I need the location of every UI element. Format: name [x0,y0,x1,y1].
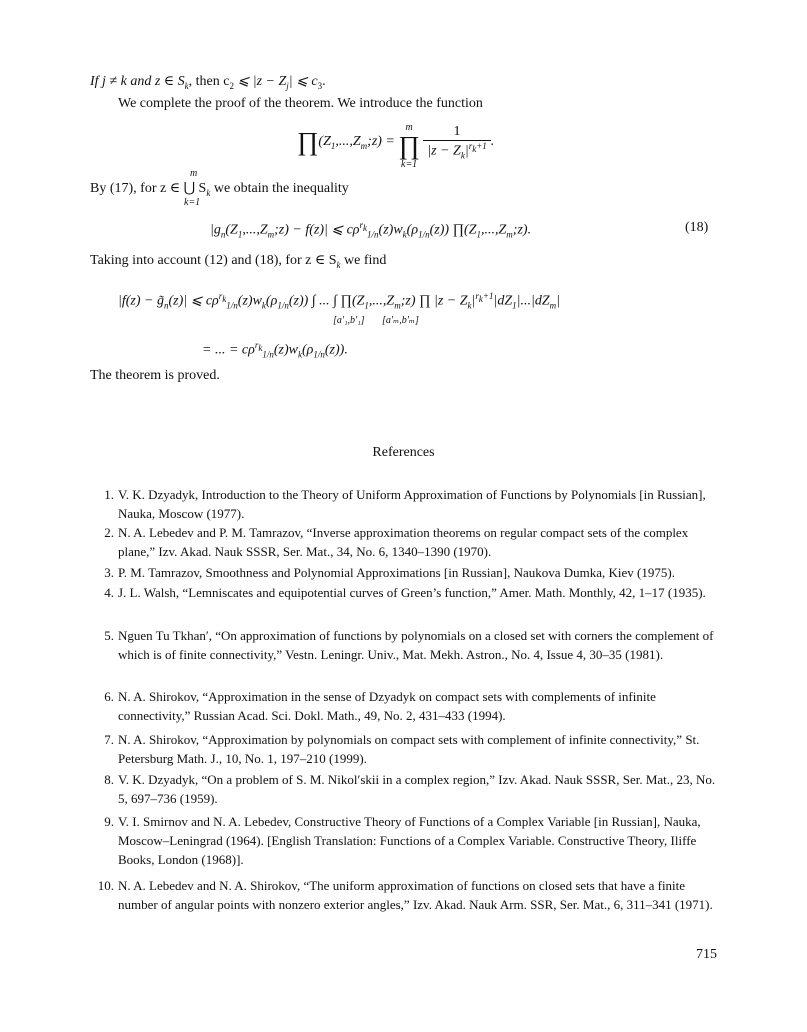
eq18-h: ,...,Z [481,222,507,238]
reference-item [104,523,723,561]
reference-item [104,770,723,808]
eq18-g: (z)) ∏(Z [429,222,477,238]
frac-numerator: 1 [423,124,490,141]
reference-number: 3. [104,565,114,580]
eq19-h: |dZ [493,293,513,309]
fraction: $\frac{1}{|z - Z_k|^{r_k+1}}$ [423,124,490,160]
eq19-f: ,...,Z [368,293,395,309]
reference-number: 7. [104,732,114,747]
eq18-i: ;z). [512,222,532,238]
reference-text: J. L. Walsh, “Lemniscates and equipotential curves of Green’s function,” Amer. Math. Monthly, 42, 1–17 (1935). [118,585,706,600]
eq18-a: |g [210,222,221,238]
eq20-b: (z)w [273,342,298,358]
eq19-g: ;z) ∏ |z − Z [400,293,468,309]
eq20-d: (z)). [324,342,348,358]
prod-top-m: m [405,122,413,133]
reference-number: 1. [104,487,114,502]
page-number: 715 [696,947,717,962]
reference-number: 2. [104,525,114,540]
reference-number: 4. [104,585,114,600]
product-operator [398,122,419,170]
reference-number: 6. [104,689,114,704]
reference-text: V. K. Dzyadyk, “On a problem of S. M. Nikol′skii in a complex region,” Izv. Akad. Nauk SSSR, Ser. Mat., 23, No. 5, 697–736 (1959). [118,772,716,806]
reference-text: P. M. Tamrazov, Smoothness and Polynomial Approximations [in Russian], Naukova Dumka, Kiev (1975). [118,565,675,580]
union-bot: k=1 [184,197,201,208]
eq18-d: ;z) − f(z)| ⩽ cρ [274,222,360,238]
eq18-e: (z)w [378,222,403,238]
eq18-c: ,...,Z [242,222,268,238]
line3-text: By (17), for z ∈ ⋃ S [90,181,207,196]
reference-number: 8. [104,772,114,787]
line1-zj: j [286,80,289,91]
line1-dot: . [322,74,326,89]
integral-limit-1: [a′₁,b′₁] [333,315,365,326]
reference-text: V. I. Smirnov and N. A. Lebedev, Constructive Theory of Functions of a Complex Variable [in Russian], Nauka, Moscow–Leningrad (1964). [English Translation: Functions of a Complex Variable. Constructive Theory, Iliffe Books, London (1968)]. [118,814,701,867]
reference-number: 5. [104,628,114,643]
line3-rest: we obtain the inequality [210,181,349,196]
line1-c2: 2 [229,80,234,91]
equation-product-definition: $\prod(Z_1,...,Z_m;z)$ = m ∏ k=1 $\frac{1}{|z - Z_k|^{r_k+1}}$ . [297,122,495,170]
line1-mid: ⩽ |z − Z [233,74,287,89]
frac-denominator: |z − Z [427,143,461,159]
reference-item [104,583,723,602]
reference-text: N. A. Shirokov, “Approximation by polynomials on compact sets with complement of infinite connectivity,” St. Petersburg Math. J., 10, No. 1, 197–210 (1999). [118,732,700,766]
equation-integral: $|f(z) - g̃_n(z)|$ ⩽ $c\rho^{r_k}_{1/n}(z)w_k(\rho_{1/n}(z))$ ∫ ... ∫ $\prod(Z_1,...,Z_m;z)$ ∏ $|z - Z_k|^{r_k+1}|dZ_1|...|dZ_m|$ [118,291,560,311]
reference-text: N. A. Shirokov, “Approximation in the sense of Dzyadyk on compact sets with complements of infinite connectivity,” Russian Acad. Sci. Dokl. Math., 49, No. 2, 431–433 (1994). [118,689,656,723]
reference-text: N. A. Lebedev and N. A. Shirokov, “The uniform approximation of functions on closed sets that have a finite number of angular points with nonzero exterior angles,” Izv. Akad. Nauk Arm. SSR, Ser. Mat., 6, 311–341 (1971). [118,878,713,912]
eq20-a: = ... = cρ [202,342,255,358]
text-line-by17 [90,180,349,198]
eq19-d: (ρ [265,293,278,309]
reference-item [97,876,723,914]
reference-item [104,687,723,725]
line1-c3: 3 [317,80,323,91]
eq19-b: (z)| ⩽ cρ [168,293,219,309]
reference-number: 10. [97,878,114,893]
line3-sub: k [206,187,211,198]
equation-continuation: = ... = $c\rho^{r_k}_{1/n}(z)w_k(\rho_{1/n}(z))$. [202,340,348,360]
eq19-c: (z)w [237,293,262,309]
union-top: m [190,168,198,179]
product-symbol-2: ∏ [398,131,420,160]
eq18-b: (Z [225,222,238,238]
reference-text: N. A. Lebedev and P. M. Tamrazov, “Inverse approximation theorems on regular compact sets of the complex plane,” Izv. Akad. Nauk SSSR, Ser. Mat., 34, No. 6, 1340–1390 (1970). [118,525,689,559]
line1-end: | ⩽ c [288,74,318,89]
reference-item [104,730,723,768]
line4-rest: we find [340,253,387,268]
reference-text: Nguen Tu Tkhan′, “On approximation of functions by polynomials on a closed set with corners the complement of which is of finite connectivity,” Vestn. Leningr. Univ., Mat. Mekh. Astron., No. 4, Issue 4, 30–35 (1981). [118,628,714,662]
equation-18-number: (18) [685,220,709,235]
line4-sub: k [336,259,341,270]
eq18-f: (ρ [406,222,419,238]
text-line-intro: We complete the proof of the theorem. We introduce the function [118,96,483,111]
eq19-j: | [556,293,560,309]
reference-item [104,485,723,523]
text-line-condition [90,73,326,91]
eq20-c: (ρ [301,342,314,358]
reference-text: V. K. Dzyadyk, Introduction to the Theory of Uniform Approximation of Functions by Polynomials [in Russian], Nauka, Moscow (1977). [118,487,706,521]
prod-bot-k1: k=1 [401,159,418,170]
product-symbol: ∏ [297,127,319,156]
line4-text: Taking into account (12) and (18), for z ∈ S [90,253,337,268]
eq19-a: |f(z) − g̃ [118,293,164,309]
reference-item [104,563,723,582]
theorem-proved: The theorem is proved. [90,368,220,383]
eq19-i: |...|dZ [516,293,550,309]
integral-limit-2: [a′ₘ,b′ₘ] [382,315,419,326]
equation-18: $|g_n(Z_1,...,Z_m;z) - f(z)|$ ⩽ $c\rho^{r_k}_{1/n}(z)w_k(\rho_{1/n}(z))$ $\prod(Z_1,...,Z_m;z)$. [210,220,532,240]
references-heading: References [372,445,435,460]
eq19-e: (z)) ∫ ... ∫ ∏(Z [288,293,365,309]
reference-item [104,626,723,664]
line1-rest: , then c [188,74,230,89]
reference-item [104,812,723,869]
line1-text: If j ≠ k and z ∈ S [90,74,185,89]
prod-def-left2: ,...,Z [335,134,361,150]
line1-sub: k [184,80,189,91]
text-line-taking [90,252,386,270]
reference-number: 9. [104,814,114,829]
prod-def-left: (Z [318,134,331,150]
prod-def-left3: ;z) = [367,134,399,150]
